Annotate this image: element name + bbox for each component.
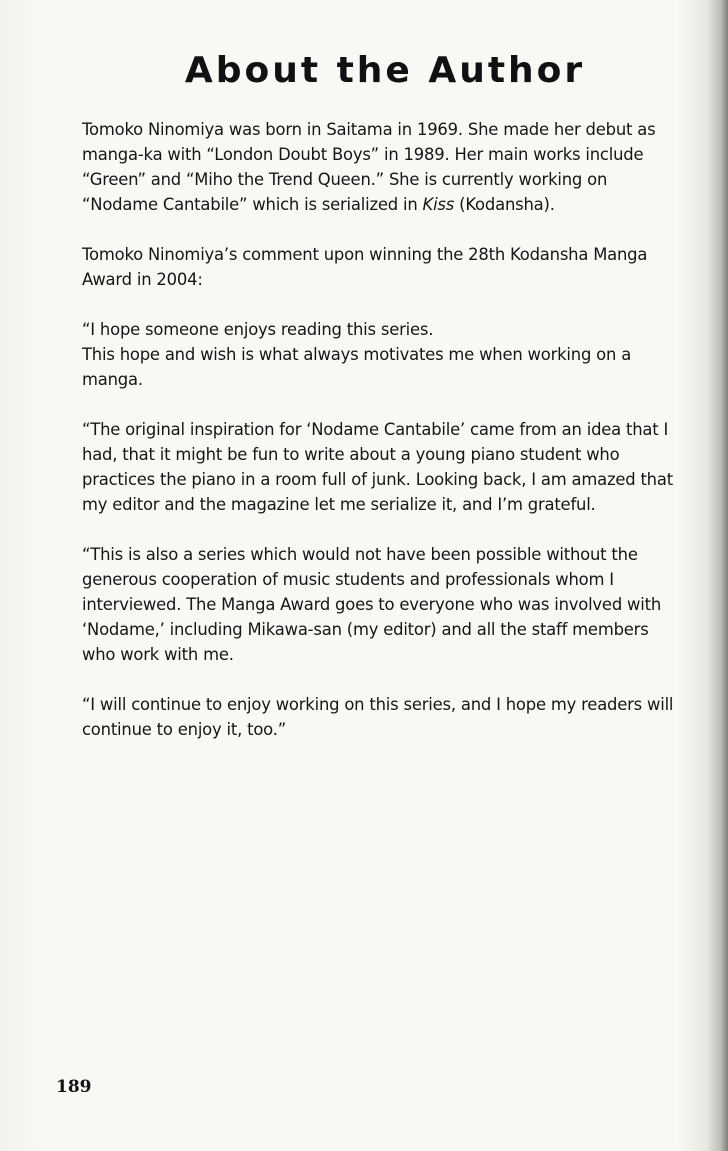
bio-text-start: Tomoko Ninomiya was born in Saitama in 1969. She made her debut as manga-ka with “London Doubt Boys” in 1989. Her main works include “Green” and “Miho the Trend Queen.” She is currently working on “Nodame Cantabile” which is serialized in: [82, 120, 656, 214]
quote-paragraph: This hope and wish is what always motivates me when working on a manga.: [82, 345, 632, 389]
bio-text-end: (Kodansha).: [454, 195, 555, 214]
award-intro-paragraph: Tomoko Ninomiya’s comment upon winning the 28th Kodansha Manga Award in 2004:: [82, 245, 648, 289]
quote-paragraph: “I will continue to enjoy working on this series, and I hope my readers will continue to enjoy it, too.”: [82, 695, 674, 739]
magazine-title: Kiss: [422, 195, 455, 214]
bio-paragraph: [82, 117, 674, 217]
quote-paragraph: “This is also a series which would not have been possible without the generous cooperation of music students and professionals whom I interviewed. The Manga Award goes to everyone who was involved with ‘Nodame,’ including Mikawa-san (my editor) and all the staff members who work with me.: [82, 545, 662, 664]
quote-paragraph: “The original inspiration for ‘Nodame Cantabile’ came from an idea that I had, that it might be fun to write about a young piano student who practices the piano in a room full of junk. Looking back, I am amazed that my editor and the magazine let me serialize it, and I’m grateful.: [82, 420, 673, 514]
page-number: 189: [56, 1077, 92, 1097]
quote-line: “I hope someone enjoys reading this series.: [82, 320, 434, 339]
author-bio-text: [82, 117, 674, 767]
page-title: About the Author: [184, 50, 586, 91]
